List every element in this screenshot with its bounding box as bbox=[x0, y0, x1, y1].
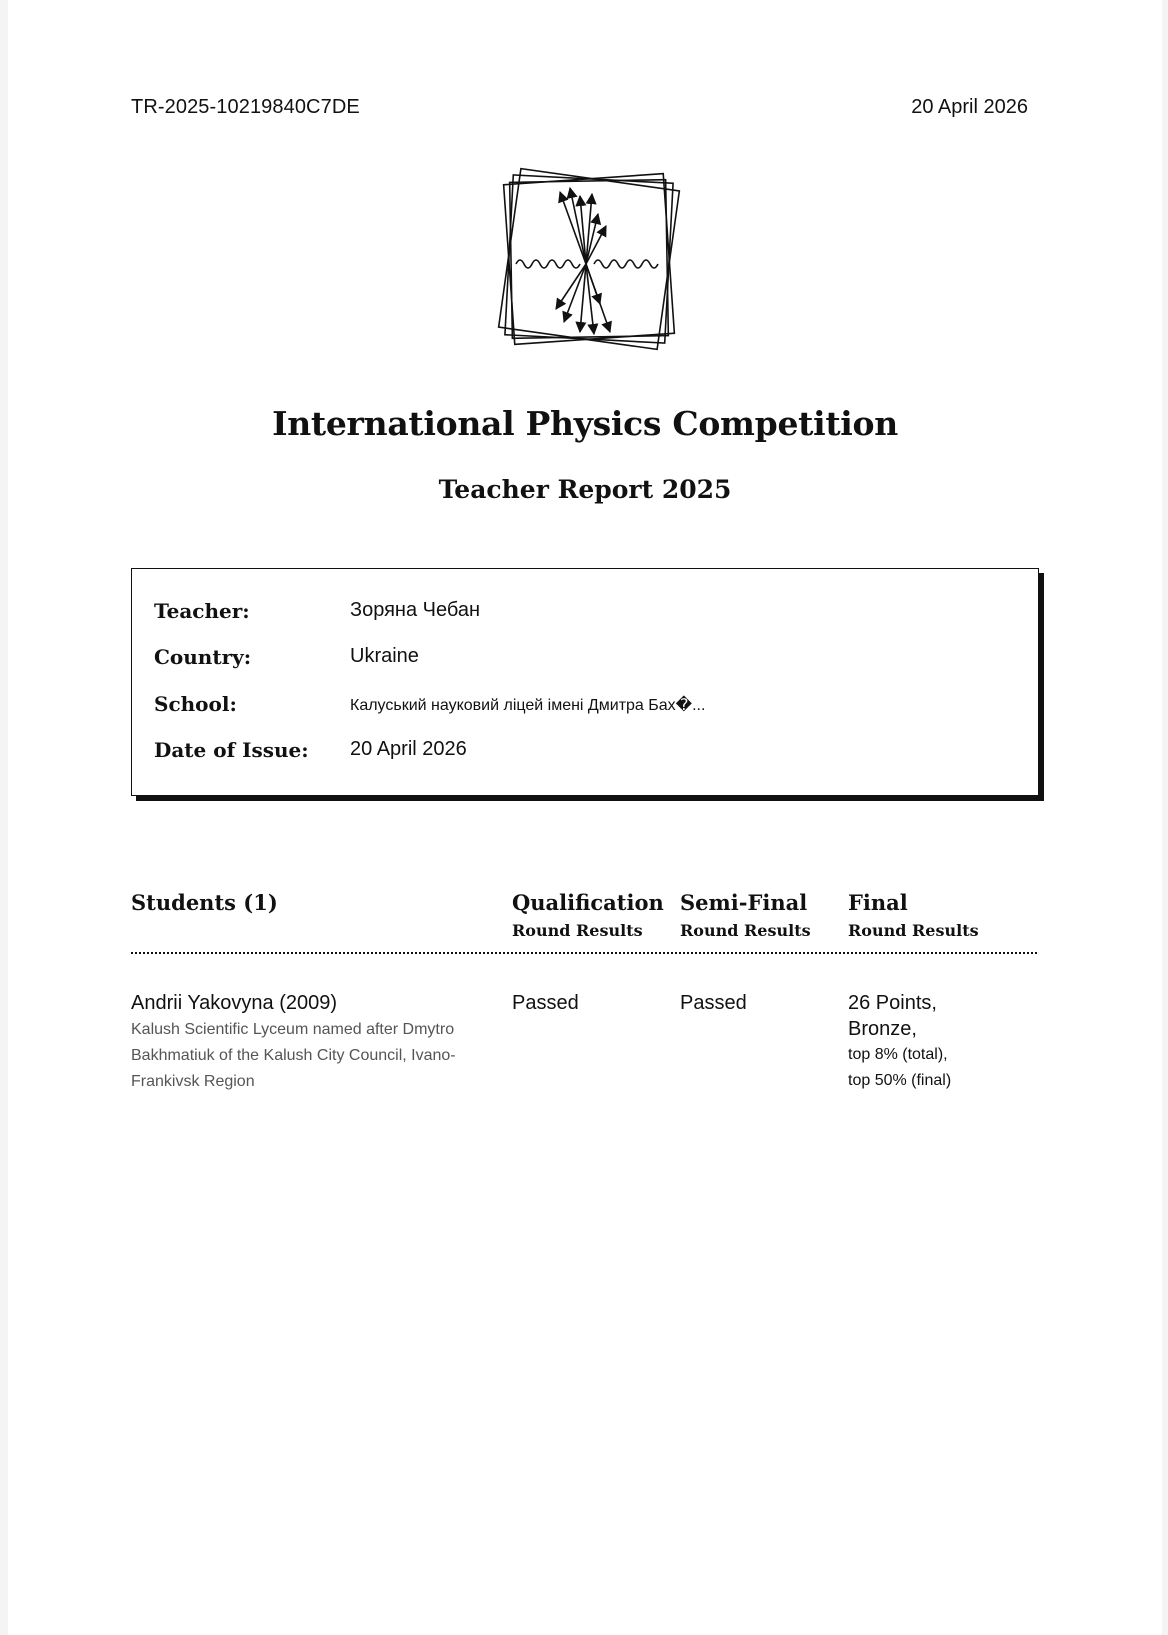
info-row-country bbox=[154, 645, 1014, 675]
school-value: Калуський науковий ліцей імені Дмитра Бах�... bbox=[350, 697, 706, 714]
teacher-info-card bbox=[131, 568, 1039, 796]
page-title: International Physics Competition bbox=[272, 404, 898, 443]
info-row-school bbox=[154, 692, 1014, 722]
qualification-header-label: Qualification bbox=[512, 890, 664, 915]
date-of-issue-label: Date of Issue: bbox=[154, 738, 309, 762]
date-of-issue-value: 20 April 2026 bbox=[350, 738, 467, 760]
report-page bbox=[8, 0, 1162, 1635]
qualification-result: Passed bbox=[512, 992, 579, 1014]
report-header-date: 20 April 2026 bbox=[911, 96, 1028, 118]
semifinal-header-label: Semi-Final bbox=[680, 890, 808, 915]
final-header-sublabel: Round Results bbox=[848, 921, 979, 940]
teacher-label: Teacher: bbox=[154, 599, 250, 623]
header-divider bbox=[131, 952, 1037, 954]
final-top-final: top 50% (final) bbox=[848, 1072, 952, 1089]
final-points: 26 Points, bbox=[848, 992, 937, 1014]
page-subtitle: Teacher Report 2025 bbox=[438, 475, 732, 504]
students-header-label: Students (1) bbox=[131, 890, 278, 915]
qualification-header-sublabel: Round Results bbox=[512, 921, 643, 940]
school-label: School: bbox=[154, 692, 237, 716]
column-header-final bbox=[848, 890, 979, 940]
student-school: Kalush Scientific Lyceum named after Dmytro Bakhmatiuk of the Kalush City Council, Ivano-Frankivsk Region bbox=[131, 1021, 456, 1090]
info-row-date-of-issue bbox=[154, 738, 1014, 768]
semifinal-result: Passed bbox=[680, 992, 747, 1014]
semifinal-header-sublabel: Round Results bbox=[680, 921, 811, 940]
column-header-qualification bbox=[512, 890, 664, 940]
country-label: Country: bbox=[154, 645, 252, 669]
country-value: Ukraine bbox=[350, 645, 419, 667]
final-medal: Bronze, bbox=[848, 1018, 917, 1040]
final-result bbox=[848, 990, 951, 1094]
column-header-semifinal bbox=[680, 890, 811, 940]
info-row-teacher bbox=[154, 599, 1014, 629]
teacher-value: Зоряна Чебан bbox=[350, 599, 481, 621]
column-header-students bbox=[131, 890, 278, 915]
particle-collision-logo-icon bbox=[494, 164, 684, 354]
student-name: Andrii Yakovyna (2009) bbox=[131, 992, 338, 1014]
final-top-total: top 8% (total), bbox=[848, 1046, 948, 1063]
report-reference-id: TR-2025-10219840C7DE bbox=[131, 96, 360, 118]
final-header-label: Final bbox=[848, 890, 908, 915]
